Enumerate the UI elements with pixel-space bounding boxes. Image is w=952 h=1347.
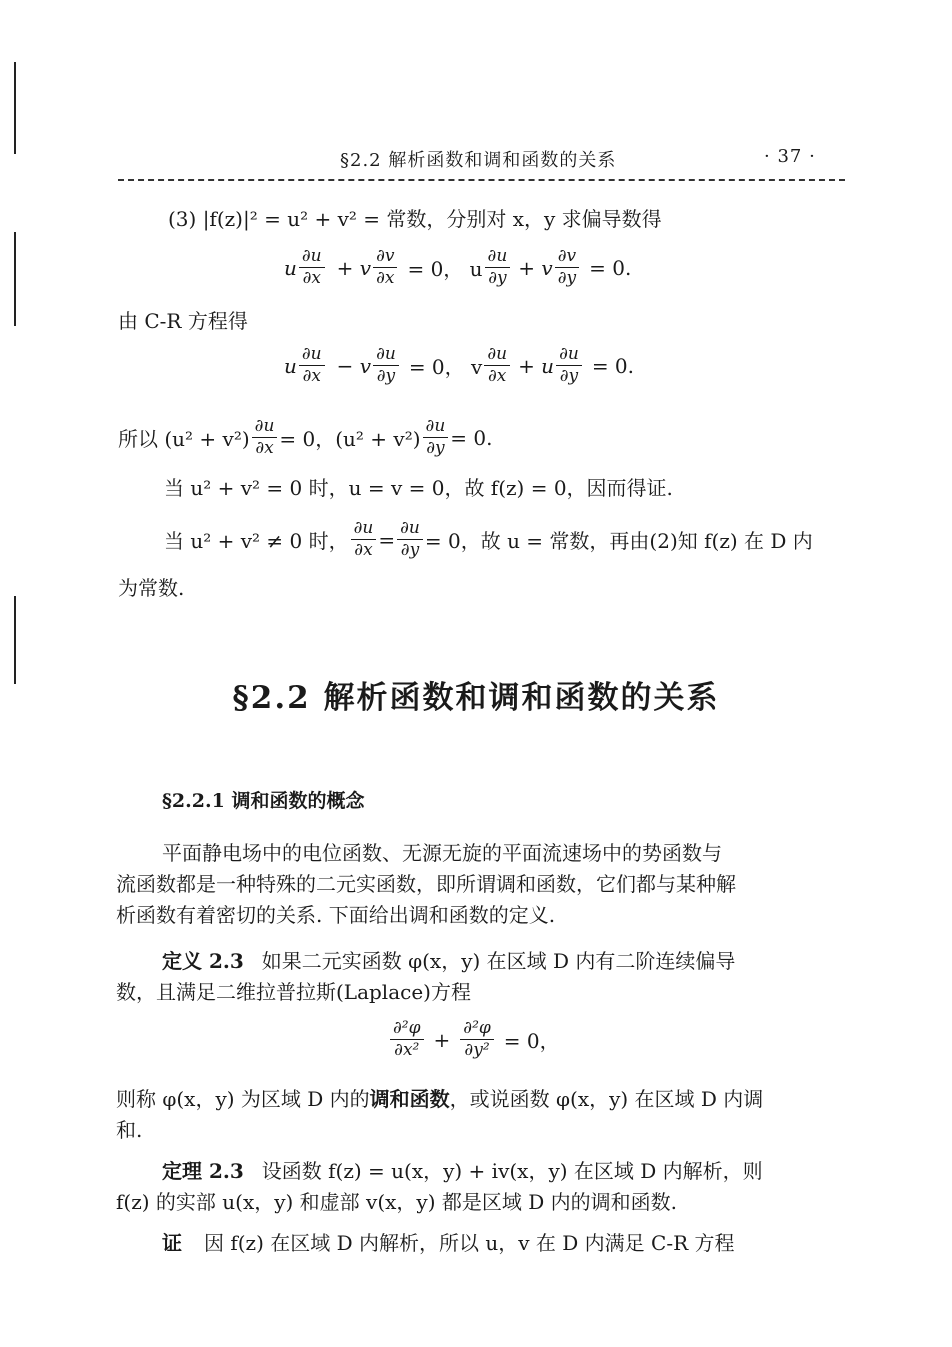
proof-line: 因 f(z) 在区域 D 内解析，所以 u，v 在 D 内满足 C-R 方程: [204, 1231, 735, 1255]
fraction: [556, 346, 582, 385]
theorem-line: f(z) 的实部 u(x，y) 和虚部 v(x，y) 都是区域 D 内的调和函数.: [116, 1190, 677, 1214]
denominator: ∂y: [557, 268, 577, 288]
denominator: ∂x: [487, 366, 507, 386]
eq1-middle: = 0， u: [407, 257, 483, 281]
denominator: ∂y: [400, 540, 420, 560]
fraction: [252, 418, 278, 457]
denominator: ∂x²: [394, 1040, 420, 1060]
fraction: [423, 418, 449, 457]
case-1-text: 当 u² + v² = 0 时，u = v = 0，故 f(z) = 0，因而得证.: [164, 476, 673, 500]
fraction: [460, 1020, 494, 1059]
fraction: [299, 248, 325, 287]
theorem-line: 设函数 f(z) = u(x，y) + iv(x，y) 在区域 D 内解析，则: [261, 1159, 763, 1183]
harmonic-text: 则称 φ(x，y) 为区域 D 内的: [116, 1087, 370, 1111]
proof-label: 证: [162, 1231, 182, 1255]
eq1-coef-a: u: [284, 255, 297, 280]
margin-scan-bar: [14, 62, 16, 154]
item-3-text: (3) |f(z)|² = u² + v² = 常数，分别对 x，y 求偏导数得: [168, 207, 662, 231]
theorem-2-3: [116, 1156, 836, 1218]
section-title: §2.2 解析函数和调和函数的关系: [232, 680, 720, 716]
eq2-middle: = 0， v: [408, 355, 483, 379]
numerator: ∂u: [485, 248, 511, 268]
theorem-label: 定理 2.3: [162, 1159, 244, 1183]
fraction: [484, 346, 510, 385]
fraction: [397, 520, 423, 559]
paragraph-intro: [116, 838, 836, 931]
numerator: ∂v: [373, 248, 397, 268]
numerator: ∂v: [555, 248, 579, 268]
numerator: ∂u: [484, 346, 510, 366]
margin-scan-bar: [14, 232, 16, 326]
numerator: ∂²φ: [460, 1020, 494, 1040]
case-2-suffix: = 0，故 u = 常数，再由(2)知 f(z) 在 D 内: [424, 529, 813, 553]
denominator: ∂y²: [464, 1040, 490, 1060]
running-header-section: §2.2 解析函数和调和函数的关系: [340, 150, 617, 171]
denominator: ∂x: [354, 540, 373, 560]
numerator: ∂u: [397, 520, 423, 540]
definition-2-3: [116, 946, 836, 1008]
laplace-plus: +: [433, 1027, 451, 1052]
definition-label: 定义 2.3: [162, 949, 244, 973]
denominator: ∂x: [376, 268, 395, 288]
fraction: [390, 1020, 424, 1059]
margin-scan-bar: [14, 596, 16, 684]
fraction: [299, 346, 325, 385]
case-2-equals: =: [378, 527, 396, 552]
denominator: ∂x: [302, 366, 321, 386]
harmonic-text: ，或说函数 φ(x，y) 在区域 D 内调: [449, 1087, 764, 1111]
equation-partials-1: [284, 248, 631, 287]
numerator: ∂u: [423, 418, 449, 438]
fraction: [485, 248, 511, 287]
subsection-title: §2.2.1 调和函数的概念: [162, 790, 365, 812]
definition-line: 如果二元实函数 φ(x，y) 在区域 D 内有二阶连续偏导: [261, 949, 736, 973]
fraction: [373, 248, 397, 287]
paragraph-line: 流函数都是一种特殊的二元实函数，即所谓调和函数，它们都与某种解: [116, 872, 736, 896]
denominator: ∂y: [488, 268, 507, 288]
fraction: [555, 248, 579, 287]
denominator: ∂y: [376, 366, 396, 386]
paragraph-line: 平面静电场中的电位函数、无源无旋的平面流速场中的势函数与: [162, 841, 722, 865]
denominator: ∂y: [426, 438, 445, 458]
harmonic-text: 和.: [116, 1118, 143, 1142]
paragraph-line: 析函数有着密切的关系. 下面给出调和函数的定义.: [116, 903, 556, 927]
fraction: [373, 346, 399, 385]
denominator: ∂y: [559, 366, 579, 386]
harmonic-definition-text: [116, 1084, 836, 1146]
harmonic-term: 调和函数: [369, 1087, 450, 1111]
so-end: = 0.: [450, 425, 493, 450]
case-2-prefix: 当 u² + v² ≠ 0 时，: [164, 529, 349, 553]
numerator: ∂u: [299, 346, 325, 366]
denominator: ∂x: [302, 268, 321, 288]
numerator: ∂u: [299, 248, 325, 268]
eq2-end: = 0.: [591, 353, 635, 378]
eq1-coef-b: + v: [336, 255, 372, 280]
eq1-coef-d: + v: [518, 255, 553, 280]
so-prefix: 所以 (u² + v²): [118, 427, 250, 451]
cr-intro: 由 C-R 方程得: [118, 309, 248, 333]
so-middle: = 0，(u² + v²): [279, 427, 421, 451]
proof: [116, 1228, 836, 1259]
numerator: ∂u: [373, 346, 399, 366]
laplace-equation: [388, 1020, 560, 1059]
laplace-end: = 0，: [503, 1029, 560, 1053]
eq2-coef-a: u: [284, 353, 297, 378]
eq2-coef-b: − v: [336, 353, 372, 378]
so-line: [118, 418, 493, 457]
eq1-end: = 0.: [589, 255, 632, 280]
header-rule: [118, 179, 845, 181]
definition-line: 数，且满足二维拉普拉斯(Laplace)方程: [116, 980, 471, 1004]
numerator: ∂²φ: [390, 1020, 424, 1040]
numerator: ∂u: [252, 418, 278, 438]
case-2-line: [164, 520, 813, 559]
fraction: [351, 520, 377, 559]
numerator: ∂u: [351, 520, 377, 540]
numerator: ∂u: [556, 346, 582, 366]
page-number: · 37 ·: [764, 146, 816, 167]
denominator: ∂x: [255, 438, 274, 458]
case-2-line-2: 为常数.: [118, 576, 185, 600]
equation-cr-substituted: [284, 346, 634, 385]
eq2-coef-d: + u: [518, 353, 555, 378]
